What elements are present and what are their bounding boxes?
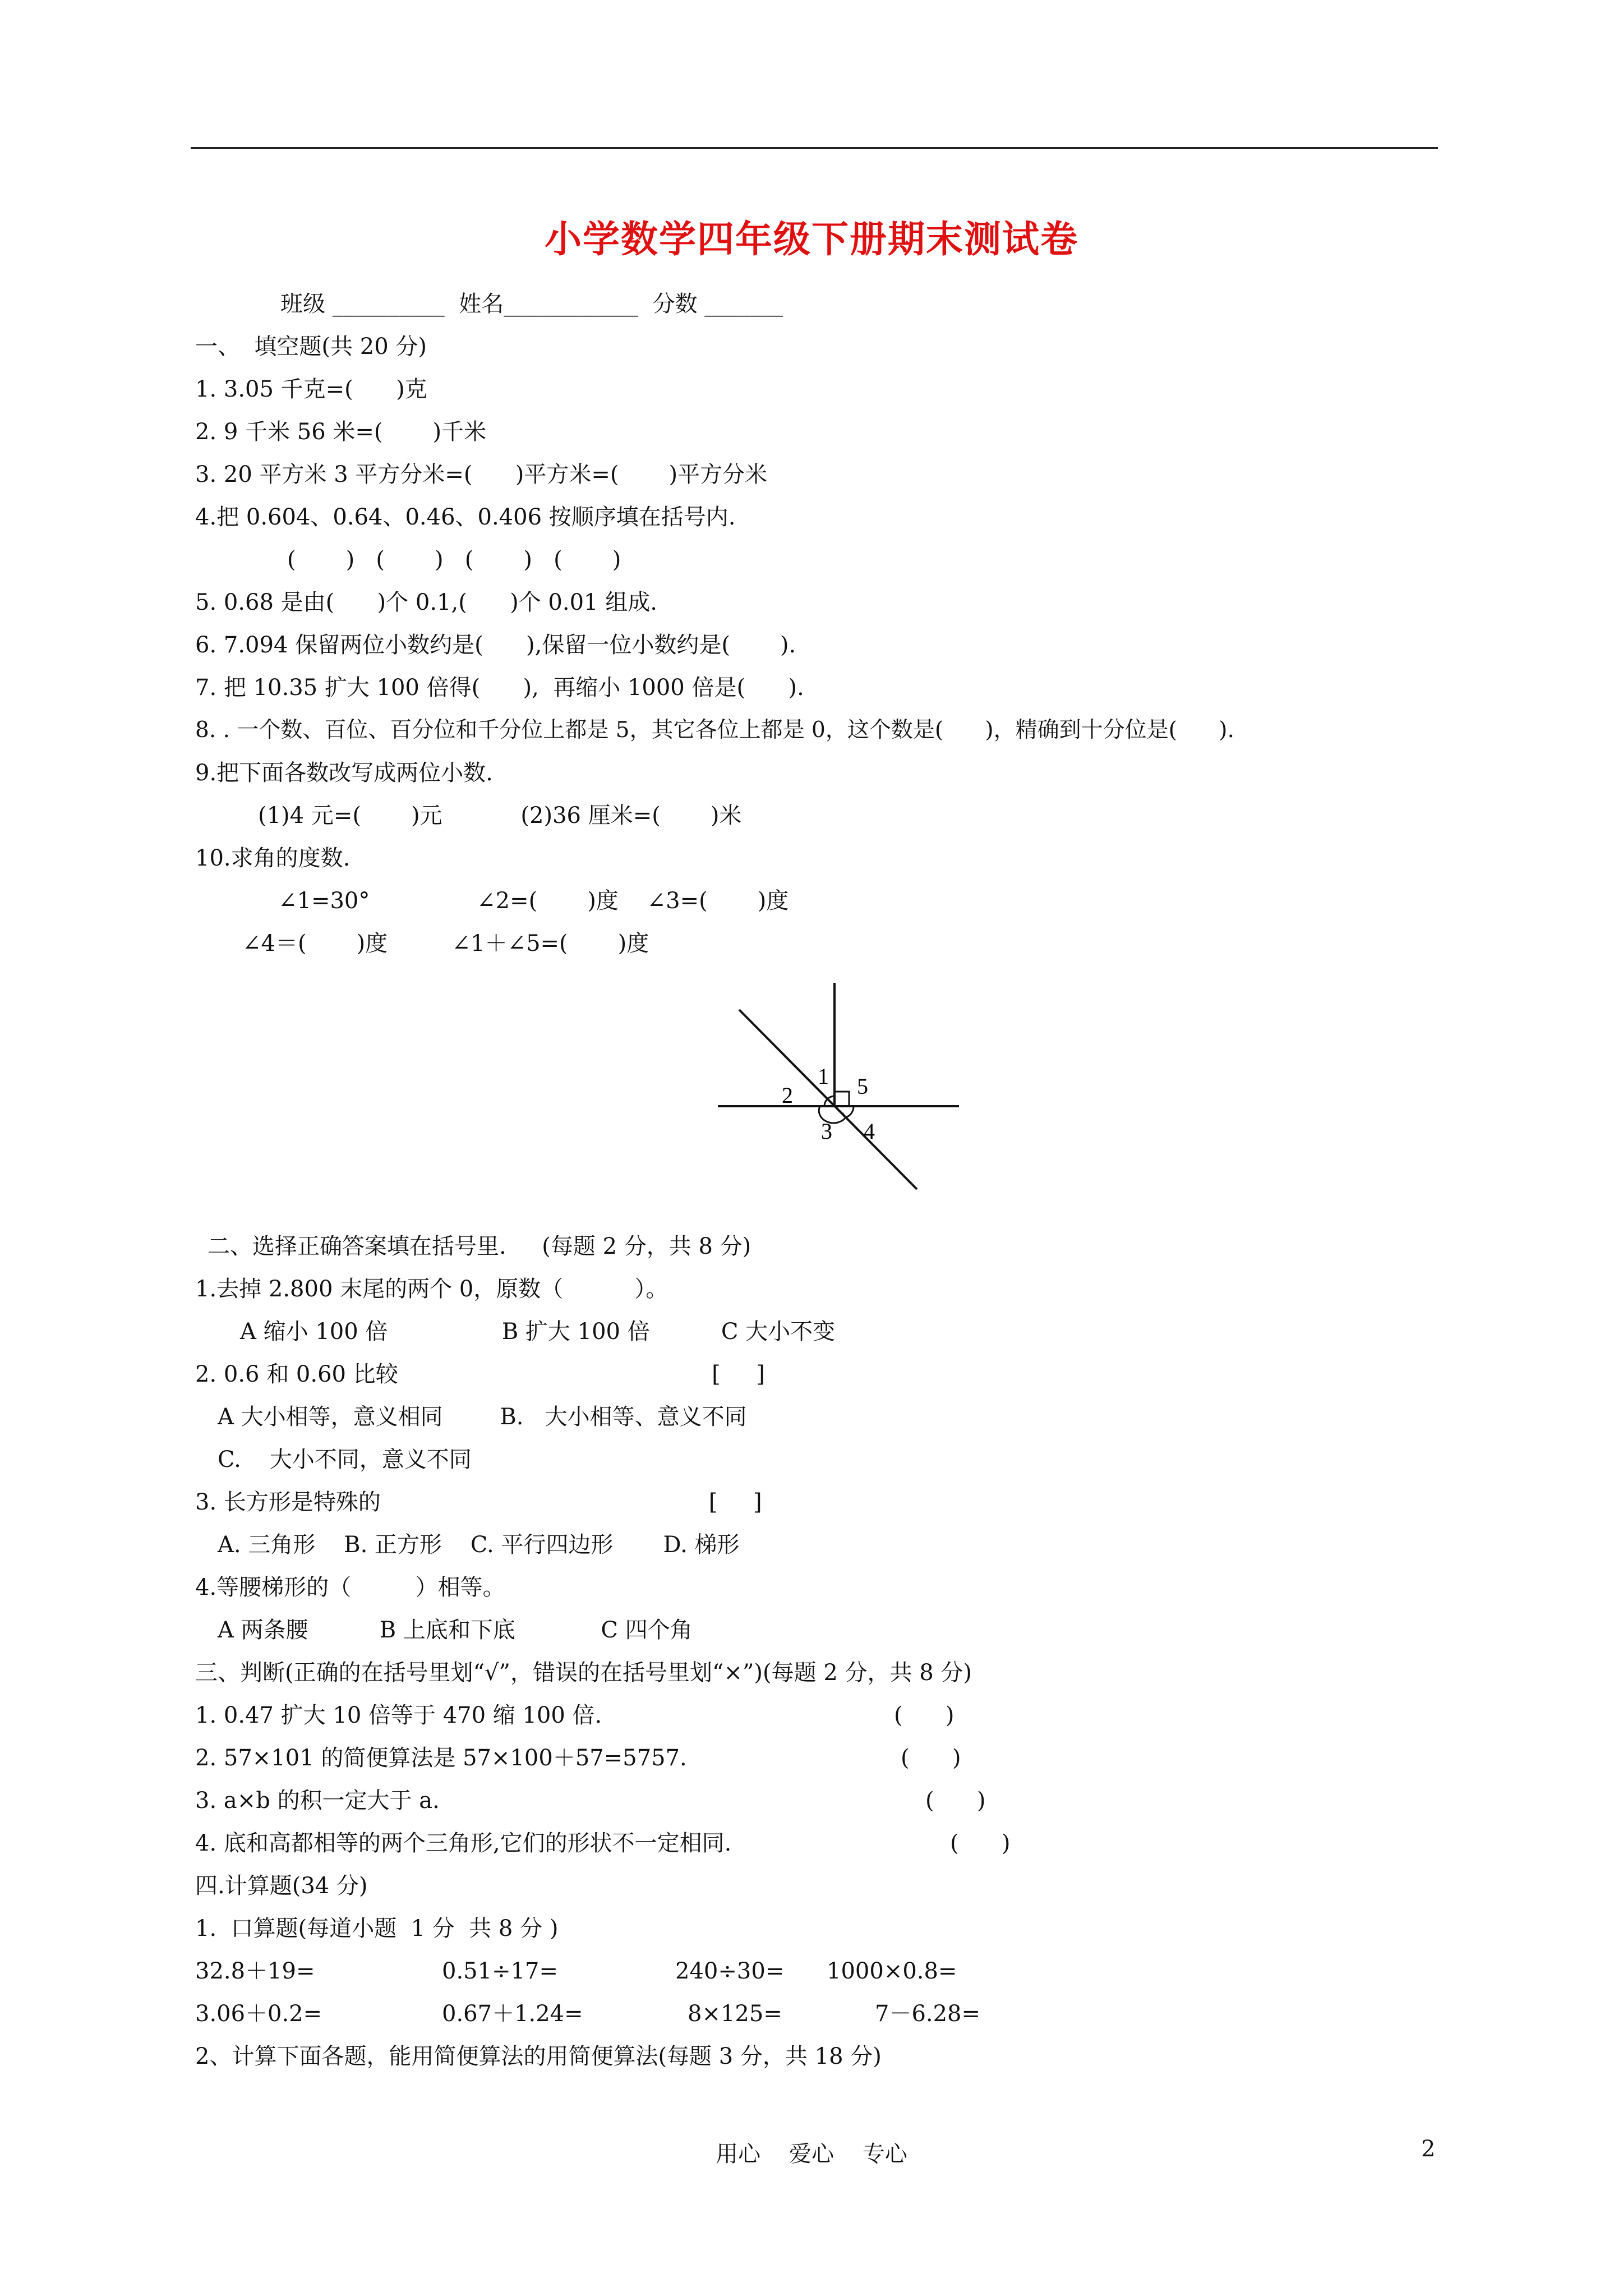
oral-calc-item: 7－6.28= [875, 2001, 981, 2027]
page-number: 2 [1421, 2136, 1436, 2162]
oral-calc-item: 32.8＋19= [195, 1958, 315, 1984]
question-fill-6: 6. 7.094 保留两位小数约是( ),保留一位小数约是( ). [195, 632, 796, 658]
oral-calc-item: 8×125= [688, 2001, 782, 2027]
question-choice-2: 2. 0.6 和 0.60 比较 [ ] [195, 1361, 765, 1387]
oral-calc-item: 0.51÷17= [442, 1958, 558, 1984]
oral-calc-item: 240÷30= [675, 1958, 785, 1984]
question-judge-3: 3. a×b 的积一定大于 a. [195, 1788, 440, 1814]
section-heading-choice: 二、选择正确答案填在括号里. (每题 2 分，共 8 分) [208, 1234, 751, 1259]
question-choice-2-options-a: A 大小相等，意义相同 B. 大小相等、意义不同 [218, 1404, 747, 1430]
header-rule [191, 147, 1438, 149]
oral-calc-item: 0.67＋1.24= [442, 2001, 583, 2027]
question-judge-1: 1. 0.47 扩大 10 倍等于 470 缩 100 倍. [195, 1703, 602, 1728]
section-heading-calc: 四.计算题(34 分) [195, 1873, 368, 1899]
calc-subheading-2: 2、计算下面各题，能用简便算法的用简便算法(每题 3 分，共 18 分) [195, 2044, 882, 2069]
section-heading-judge: 三、判断(正确的在括号里划“√”，错误的在括号里划“×”)(每题 2 分，共 8 分) [195, 1660, 972, 1686]
question-judge-4: 4. 底和高都相等的两个三角形,它们的形状不一定相同. [195, 1830, 732, 1856]
answer-paren-1: ( ) [894, 1703, 955, 1728]
question-choice-3-options: A. 三角形 B. 正方形 C. 平行四边形 D. 梯形 [218, 1532, 740, 1558]
answer-paren-4: ( ) [950, 1830, 1011, 1856]
right-angle-mark [834, 1092, 849, 1106]
question-fill-4: 4.把 0.604、0.64、0.46、0.406 按顺序填在括号内. [195, 504, 736, 530]
angle-label-3: 3 [821, 1119, 832, 1144]
question-fill-9: 9.把下面各数改写成两位小数. [195, 760, 493, 786]
question-choice-4: 4.等腰梯形的（ ）相等。 [195, 1575, 505, 1600]
question-fill-10-line2: ∠4＝( )度 ∠1＋∠5=( )度 [242, 931, 649, 956]
angle-figure [712, 976, 981, 1200]
question-choice-2-options-b: C. 大小不同，意义不同 [218, 1447, 472, 1473]
angle-arc-4 [845, 1106, 854, 1117]
angle-label-2: 2 [782, 1083, 793, 1108]
footer-motto: 用心 爱心 专心 [716, 2141, 907, 2167]
page-title: 小学数学四年级下册期末测试卷 [545, 217, 1078, 261]
student-info-line: 班级 __________ 姓名____________ 分数 _______ [280, 291, 783, 317]
angle-label-4: 4 [864, 1119, 875, 1144]
angle-label-1: 1 [818, 1064, 829, 1089]
question-fill-10: 10.求角的度数. [195, 845, 351, 871]
angle-label-5: 5 [857, 1074, 868, 1099]
question-fill-5: 5. 0.68 是由( )个 0.1,( )个 0.01 组成. [195, 590, 657, 615]
oral-calc-item: 1000×0.8= [827, 1958, 957, 1984]
question-choice-1-options: A 缩小 100 倍 B 扩大 100 倍 C 大小不变 [240, 1319, 836, 1345]
question-fill-3: 3. 20 平方米 3 平方分米=( )平方米=( )平方分米 [195, 462, 768, 487]
answer-paren-3: ( ) [925, 1788, 986, 1814]
question-fill-2: 2. 9 千米 56 米=( )千米 [195, 419, 487, 445]
question-fill-1: 1. 3.05 千克=( )克 [195, 376, 427, 402]
question-choice-1: 1.去掉 2.800 末尾的两个 0，原数（ ）。 [195, 1276, 668, 1302]
section-heading-fill: 一、 填空题(共 20 分) [195, 334, 427, 360]
question-judge-2: 2. 57×101 的简便算法是 57×100＋57=5757. [195, 1745, 687, 1771]
oral-calc-item: 3.06＋0.2= [195, 2001, 322, 2027]
question-fill-9-parts: (1)4 元=( )元 (2)36 厘米=( )米 [258, 803, 742, 829]
question-fill-4-blanks: ( ) ( ) ( ) ( ) [287, 547, 621, 573]
question-fill-8: 8. . 一个数、百位、百分位和千分位上都是 5，其它各位上都是 0，这个数是( )，精确到十分位是( ). [195, 717, 1234, 743]
answer-paren-2: ( ) [901, 1745, 961, 1771]
question-choice-3: 3. 长方形是特殊的 [ ] [195, 1489, 762, 1515]
question-fill-7: 7. 把 10.35 扩大 100 倍得( ), 再缩小 1000 倍是( ). [195, 675, 804, 701]
question-fill-10-line1: ∠1=30° ∠2=( )度 ∠3=( )度 [278, 888, 789, 914]
calc-subheading-1: 1. 口算题(每道小题 1 分 共 8 分 ) [195, 1916, 559, 1941]
question-choice-4-options: A 两条腰 B 上底和下底 C 四个角 [218, 1617, 693, 1643]
